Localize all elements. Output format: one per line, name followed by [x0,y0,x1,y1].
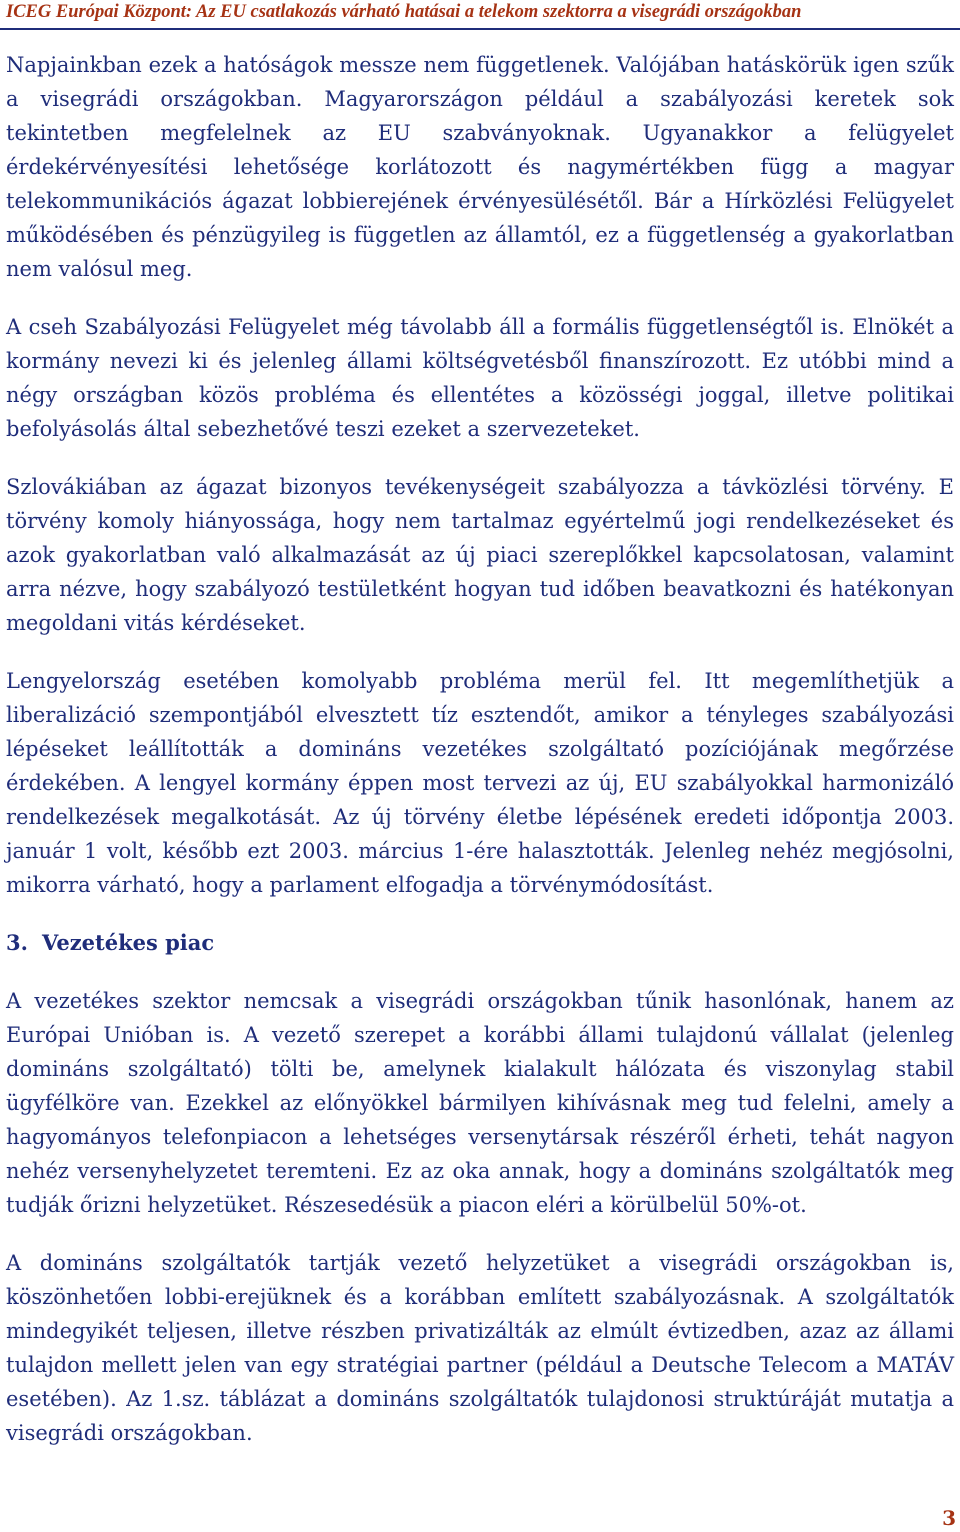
page-number: 3 [942,1506,956,1530]
paragraph-dominans-szolgaltatok: A domináns szolgáltatók tartják vezető helyzetüket a visegrádi országokban is, köszönhetően lobbi-erejüknek és a korábban említett szabályozásnak. A szolgáltatók mindegyikét teljesen, illetve részben privatizálták az elmúlt évtizedben, azaz az állami tulajdon mellett jelen van egy stratégiai partner (például a Deutsche Telecom a MATÁV esetében). Az 1.sz. táblázat a domináns szolgáltatók tulajdonosi struktúráját mutatja a visegrádi országokban. [6,1251,954,1445]
section-heading [6,926,954,960]
paragraph-szlovakia: Szlovákiában az ágazat bizonyos tevékenységeit szabályozza a távközlési törvény. E törvény komoly hiányossága, hogy nem tartalmaz egyértelmű jogi rendelkezéseket és azok gyakorlatban való alkalmazását az új piaci szereplőkkel kapcsolatosan, valamint arra nézve, hogy szabályozó testületként hogyan tud időben beavatkozni és hatékonyan megoldani vitás kérdéseket. [6,475,954,635]
paragraph-hatosagok: Napjainkban ezek a hatóságok messze nem függetlenek. Valójában hatáskörük igen szűk a visegrádi országokban. Magyarországon például a szabályozási keretek sok tekintetben megfelelnek az EU szabványoknak. Ugyanakkor a felügyelet érdekérvényesítési lehetősége korlátozott és nagymértékben függ a magyar telekommunikációs ágazat lobbierejének érvényesülésétől. Bár a Hírközlési Felügyelet működésében és pénzügyileg is független az államtól, ez a függetlenség a gyakorlatban nem valósul meg. [6,53,954,281]
running-header [0,0,960,30]
document-body [6,48,954,1474]
running-title: ICEG Európai Központ: Az EU csatlakozás várható hatásai a telekom szektorra a visegrádi országokban [6,2,802,22]
section-title: Vezetékes piac [42,930,215,955]
paragraph-lengyelorszag: Lengyelország esetében komolyabb probléma merül fel. Itt megemlíthetjük a liberalizáció szempontjából elvesztett tíz esztendőt, amikor a tényleges szabályozási lépéseket leállították a domináns vezetékes szolgáltató pozíciójának megőrzése érdekében. A lengyel kormány éppen most tervezi az új, EU szabályokkal harmonizáló rendelkezések megalkotását. Az új törvény életbe lépésének eredeti időpontja 2003. január 1 volt, később ezt 2003. március 1-ére halasztották. Jelenleg nehéz megjósolni, mikorra várható, hogy a parlament elfogadja a törvénymódosítást. [6,669,954,897]
paragraph-vezetekes-szektor: A vezetékes szektor nemcsak a visegrádi országokban tűnik hasonlónak, hanem az Európai Unióban is. A vezető szerepet a korábbi állami tulajdonú vállalat (jelenleg domináns szolgáltató) tölti be, amelynek kialakult hálózata és viszonylag stabil ügyfélköre van. Ezekkel az előnyökkel bármilyen kihívásnak meg tud felelni, amely a hagyományos telefonpiacon a lehetséges versenytársak részéről érheti, tehát nagyon nehéz versenyhelyzetet teremteni. Ez az oka annak, hogy a domináns szolgáltatók meg tudják őrizni helyzetüket. Részesedésük a piacon eléri a körülbelül 50%-ot. [6,989,954,1217]
paragraph-cseh: A cseh Szabályozási Felügyelet még távolabb áll a formális függetlenségtől is. Elnökét a kormány nevezi ki és jelenleg állami költségvetésből finanszírozott. Ez utóbbi mind a négy országban közös probléma és ellentétes a közösségi joggal, illetve politikai befolyásolás által sebezhetővé teszi ezeket a szervezeteket. [6,315,954,441]
section-number: 3. [6,930,28,955]
